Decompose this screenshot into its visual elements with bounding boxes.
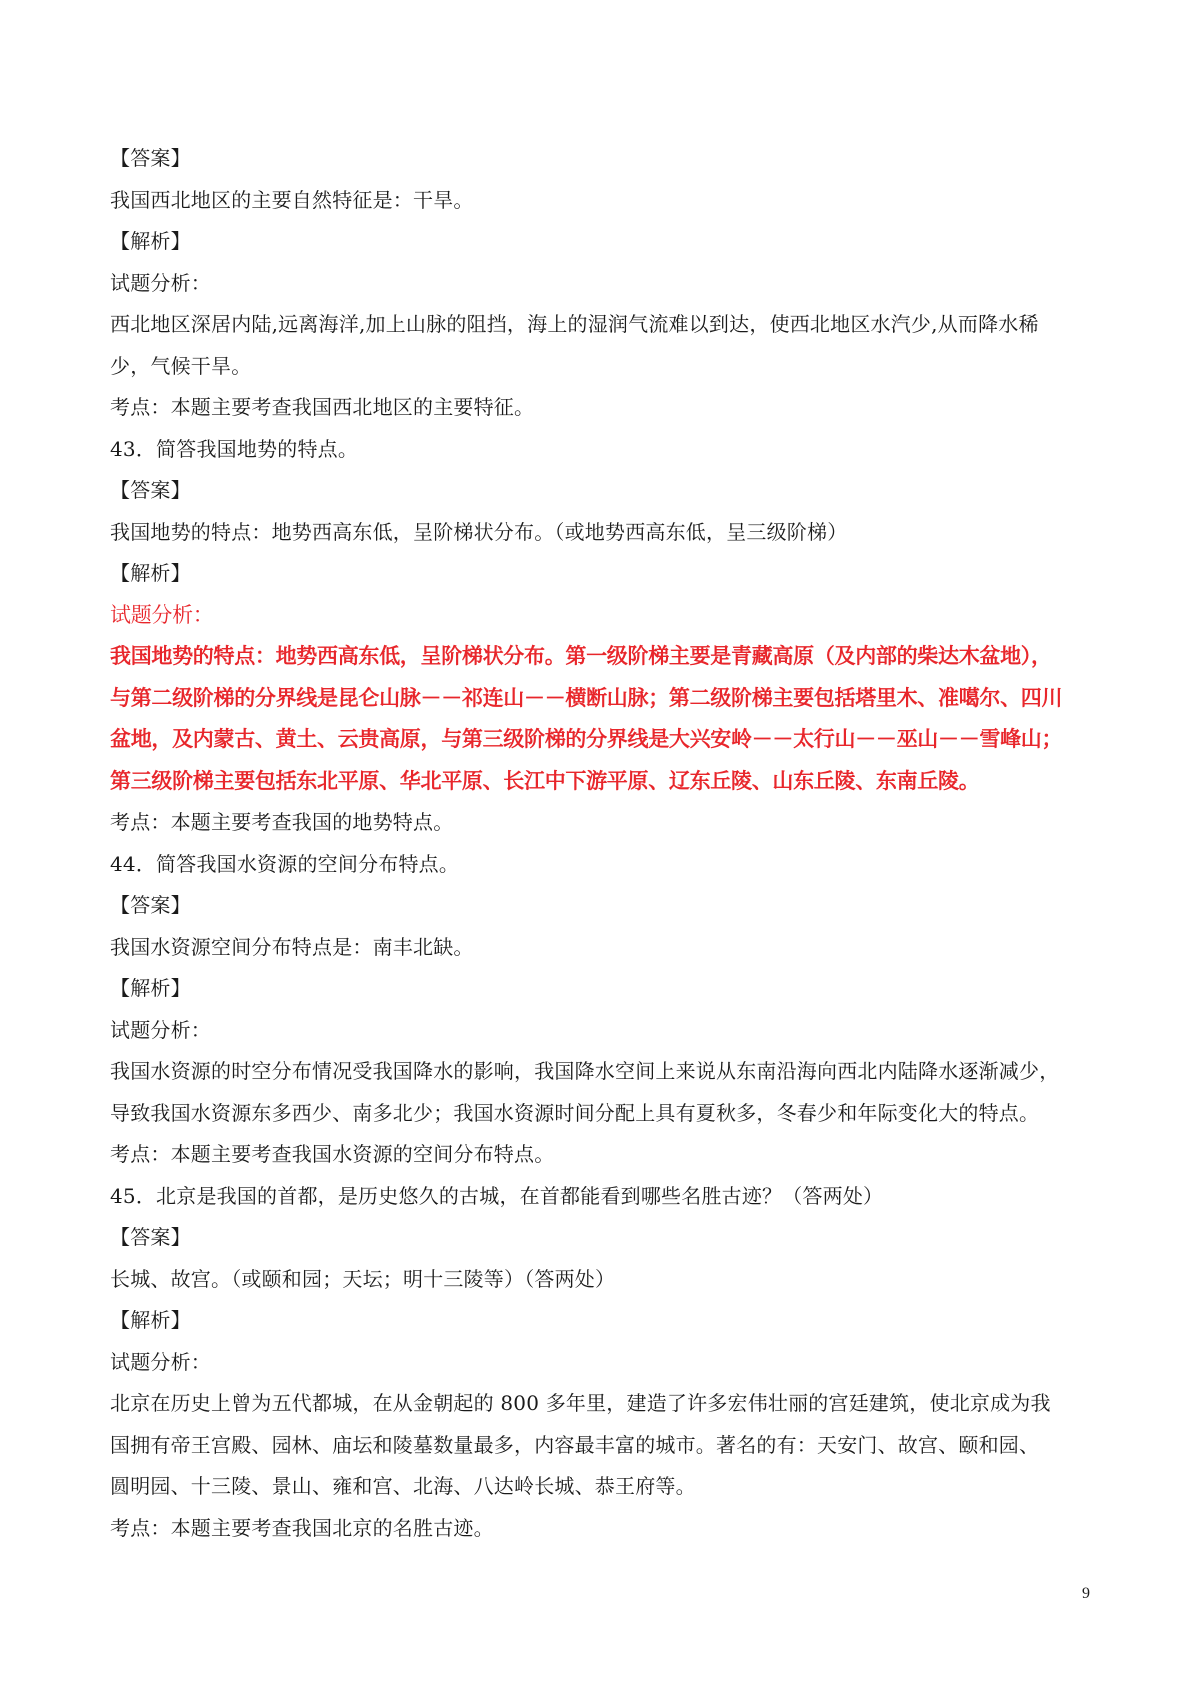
q45-analysis-line: 圆明园、十三陵、景山、雍和宫、北海、八达岭长城、恭王府等。 <box>110 1474 696 1498</box>
analysis-label: 【解析】 <box>110 976 191 1000</box>
q45-answer: 长城、故宫。（或颐和园；天坛；明十三陵等）（答两处） <box>110 1266 616 1291</box>
q44-question: 44．简答我国水资源的空间分布特点。 <box>110 851 460 876</box>
q43-question: 43．简答我国地势的特点。 <box>110 436 359 461</box>
q42-analysis-line: 少，气候干旱。 <box>110 353 252 378</box>
q44-answer: 我国水资源空间分布特点是：南丰北缺。 <box>110 934 474 959</box>
q43-answer: 我国地势的特点：地势西高东低，呈阶梯状分布。（或地势西高东低，呈三级阶梯） <box>110 519 848 544</box>
document-page <box>110 138 1100 1549</box>
analysis-label: 【解析】 <box>110 229 191 253</box>
page-number: 9 <box>1082 1585 1090 1602</box>
q42-analysis-line: 西北地区深居内陆,远离海洋,加上山脉的阻挡，海上的湿润气流难以到达，使西北地区水汽少,从而降水稀 <box>110 312 1039 336</box>
analysis-head: 试题分析： <box>110 1017 211 1042</box>
analysis-label: 【解析】 <box>110 1308 191 1332</box>
q43-analysis-line: 与第二级阶梯的分界线是昆仑山脉－－祁连山－－横断山脉；第二级阶梯主要包括塔里木、准噶尔、四川 <box>110 685 1063 710</box>
q42-point: 考点：本题主要考查我国西北地区的主要特征。 <box>110 395 535 419</box>
analysis-head: 试题分析： <box>110 270 211 295</box>
q43-analysis-line: 盆地，及内蒙古、黄土、云贵高原，与第三级阶梯的分界线是大兴安岭－－太行山－－巫山－－雪峰山； <box>110 727 1063 751</box>
q43-analysis-head: 试题分析： <box>110 602 214 627</box>
q44-analysis-line: 我国水资源的时空分布情况受我国降水的影响，我国降水空间上来说从东南沿海向西北内陆降水逐渐减少， <box>110 1059 1060 1083</box>
q43-analysis-line: 我国地势的特点：地势西高东低，呈阶梯状分布。第一级阶梯主要是青藏高原（及内部的柴达木盆地）， <box>110 644 1052 668</box>
q43-point: 考点：本题主要考查我国的地势特点。 <box>110 810 454 834</box>
q43-analysis-line: 第三级阶梯主要包括东北平原、华北平原、长江中下游平原、辽东丘陵、山东丘陵、东南丘陵。 <box>110 768 980 793</box>
q45-analysis-line: 国拥有帝王宫殿、园林、庙坛和陵墓数量最多，内容最丰富的城市。著名的有：天安门、故宫、颐和园、 <box>110 1432 1040 1457</box>
answer-label: 【答案】 <box>110 893 191 917</box>
q45-analysis-line: 北京在历史上曾为五代都城，在从金朝起的 800 多年里，建造了许多宏伟壮丽的宫廷建筑，使北京成为我 <box>110 1391 1051 1415</box>
answer-label: 【答案】 <box>110 478 191 502</box>
q44-point: 考点：本题主要考查我国水资源的空间分布特点。 <box>110 1142 555 1166</box>
q42-answer: 我国西北地区的主要自然特征是：干旱。 <box>110 187 474 212</box>
answer-label: 【答案】 <box>110 1225 191 1249</box>
q45-point: 考点：本题主要考查我国北京的名胜古迹。 <box>110 1515 494 1540</box>
answer-label: 【答案】 <box>110 146 191 170</box>
analysis-head: 试题分析： <box>110 1349 211 1374</box>
q45-question: 45．北京是我国的首都，是历史悠久的古城，在首都能看到哪些名胜古迹？（答两处） <box>110 1183 884 1208</box>
q44-analysis-line: 导致我国水资源东多西少、南多北少；我国水资源时间分配上具有夏秋多，冬春少和年际变化大的特点。 <box>110 1100 1040 1125</box>
analysis-label: 【解析】 <box>110 561 191 585</box>
